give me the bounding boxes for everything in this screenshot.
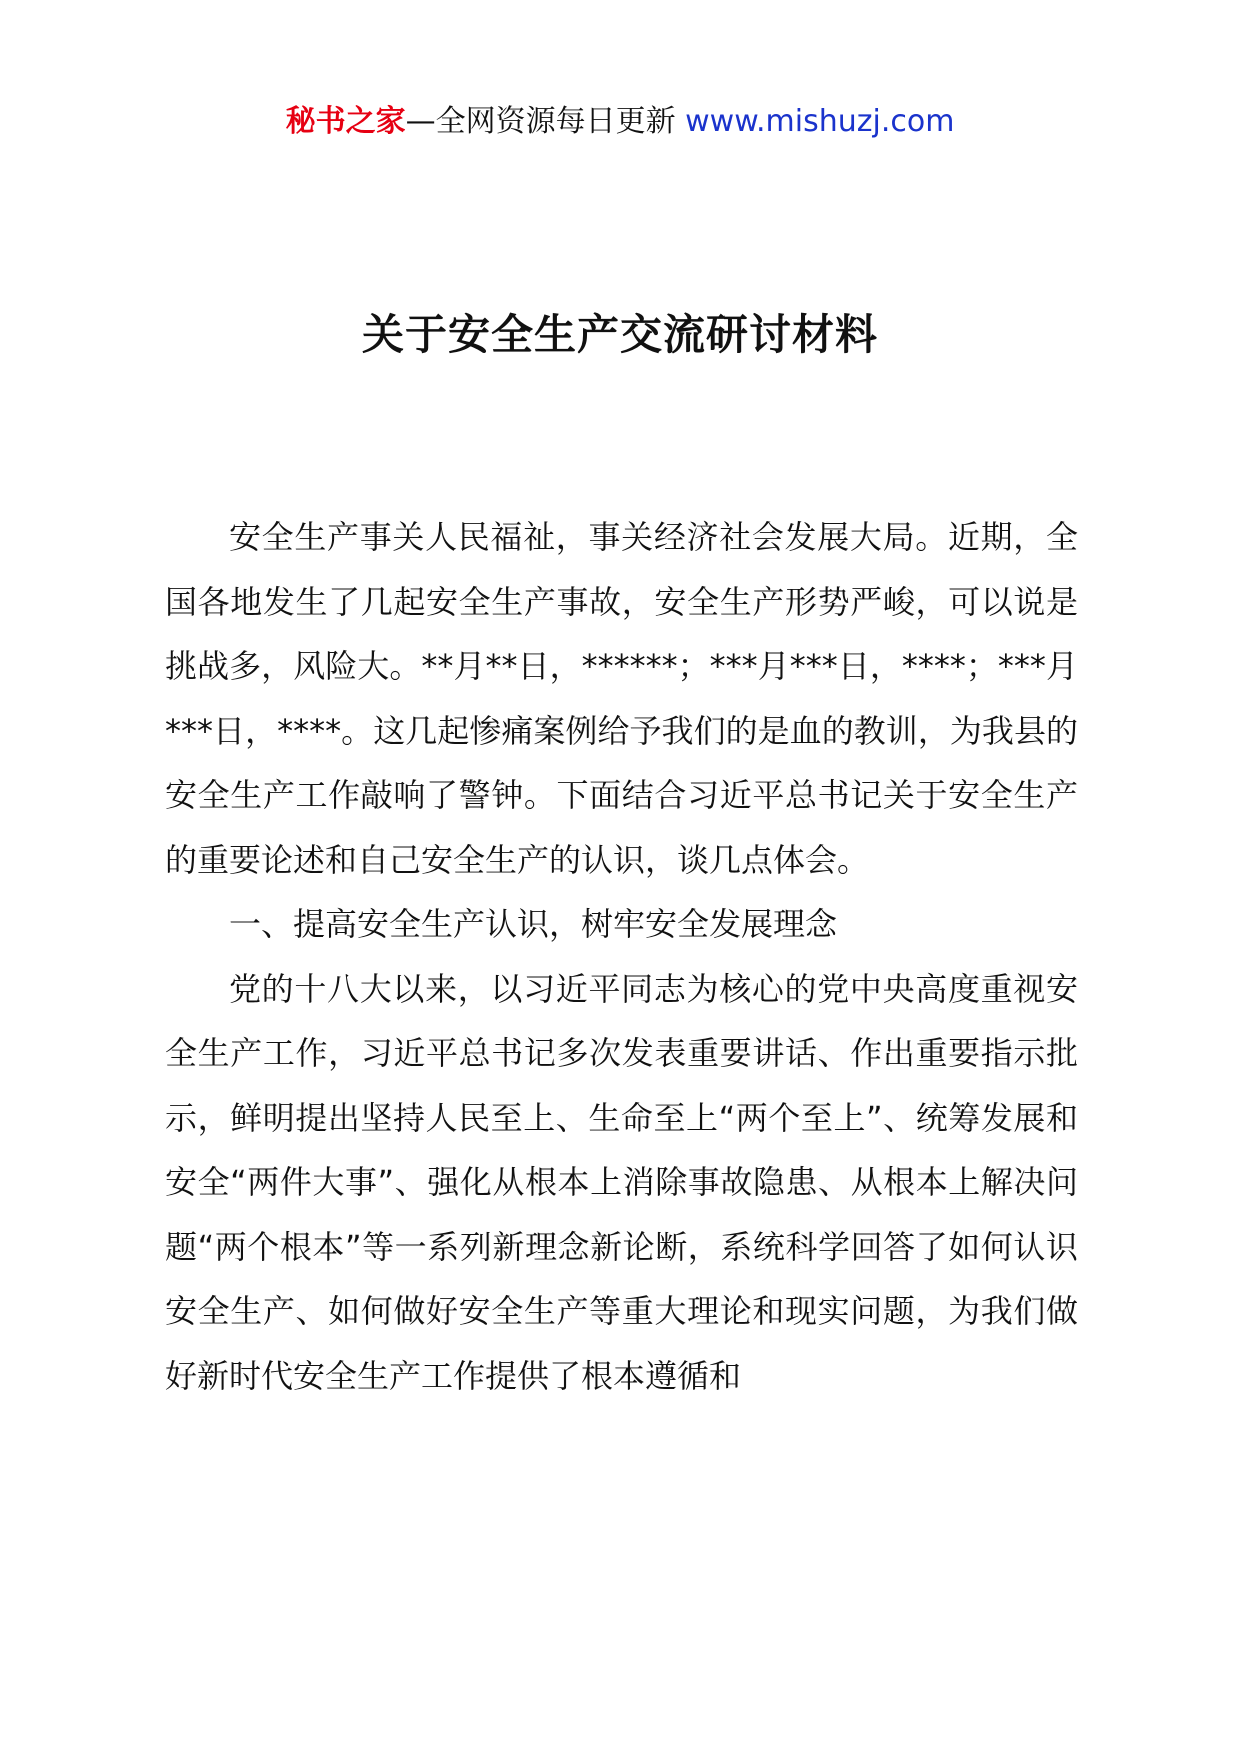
site-url-link[interactable]: www.mishuzj.com bbox=[685, 104, 955, 139]
paragraph-section-1: 党的十八大以来，以习近平同志为核心的党中央高度重视安全生产工作，习近平总书记多次发表重要讲话、作出重要指示批示，鲜明提出坚持人民至上、生命至上“两个至上”、统筹发展和安全“两件大事”、强化从根本上消除事故隐患、从根本上解决问题“两个根本”等一系列新理念新论断，系统科学回答了如何认识安全生产、如何做好安全生产等重大理论和现实问题，为我们做好新时代安全生产工作提供了根本遵循和 bbox=[165, 969, 1078, 1395]
section-heading-1: 一、提高安全生产认识，树牢安全发展理念 bbox=[229, 905, 838, 943]
site-header bbox=[0, 100, 1240, 144]
site-brand: 秘书之家 bbox=[285, 104, 406, 139]
document-title: 关于安全生产交流研讨材料 bbox=[361, 310, 878, 359]
document-body bbox=[165, 505, 1078, 1408]
site-slogan: —全网资源每日更新 bbox=[405, 104, 676, 139]
paragraph-intro: 安全生产事关人民福祉，事关经济社会发展大局。近期，全国各地发生了几起安全生产事故，安全生产形势严峻，可以说是挑战多，风险大。**月**日，******；***月***日，****；***月***日，****。这几起惨痛案例给予我们的是血的教训，为我县的安全生产工作敲响了警钟。下面结合习近平总书记关于安全生产的重要论述和自己安全生产的认识，谈几点体会。 bbox=[165, 518, 1078, 879]
